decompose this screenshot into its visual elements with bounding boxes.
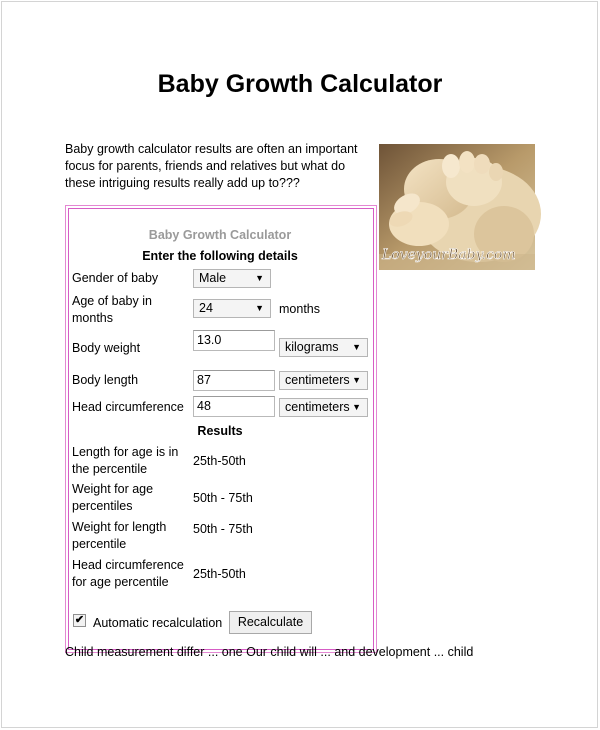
head-unit-value: centimeters [285, 400, 350, 414]
result-value: 50th - 75th [193, 522, 253, 536]
result-label: Weight for length percentile [72, 520, 167, 551]
length-unit-value: centimeters [285, 373, 350, 387]
length-label: Body length [72, 373, 139, 387]
weight-unit-select[interactable] [279, 338, 368, 357]
calculator-title: Baby Growth Calculator [148, 228, 292, 242]
baby-feet-image [379, 144, 535, 270]
triangle-down-icon: ▼ [352, 402, 361, 412]
triangle-down-icon: ▼ [352, 342, 361, 352]
result-label: Head circumference for age percentile [72, 558, 184, 589]
result-label: Length for age is in the percentile [72, 445, 179, 476]
details-heading: Enter the following details [142, 249, 298, 263]
triangle-down-icon: ▼ [352, 375, 361, 385]
gender-select[interactable] [193, 269, 271, 288]
intro-paragraph: Baby growth calculator results are often an important focus for parents, friends and relatives but what do these intriguing results really add up to??? [65, 142, 358, 190]
triangle-down-icon: ▼ [255, 303, 264, 313]
weight-input[interactable]: 13.0 [193, 330, 275, 351]
head-unit-select[interactable] [279, 398, 368, 417]
gender-label: Gender of baby [72, 271, 159, 285]
auto-recalc-checkbox[interactable]: ✔ [74, 614, 85, 626]
age-select[interactable] [193, 299, 271, 318]
triangle-down-icon: ▼ [255, 273, 264, 283]
baby-feet-photo [379, 144, 535, 270]
recalculate-button[interactable]: Recalculate [229, 611, 312, 634]
result-label: Weight for age percentiles [72, 482, 154, 513]
weight-unit-value: kilograms [285, 340, 339, 354]
age-label: Age of baby in months [72, 294, 152, 325]
length-unit-select[interactable] [279, 371, 368, 390]
photo-watermark: LoveyourBaby.com [382, 247, 516, 263]
cut-off-text: Child measurement differ ... one Our child will ... and development ... child [65, 645, 474, 659]
cut-off-text-line [65, 645, 525, 660]
age-select-value: 24 [199, 301, 213, 315]
results-heading: Results [197, 424, 243, 438]
result-value: 25th-50th [193, 454, 246, 468]
head-label: Head circumference [72, 400, 184, 414]
gender-select-value: Male [199, 271, 227, 285]
head-input[interactable]: 48 [193, 396, 275, 417]
length-input[interactable]: 87 [193, 370, 275, 391]
page-title: Baby Growth Calculator [157, 70, 443, 98]
auto-recalc-label: Automatic recalculation [93, 616, 223, 630]
result-value: 25th-50th [193, 567, 246, 581]
age-unit: months [279, 302, 320, 316]
result-value: 50th - 75th [193, 491, 253, 505]
weight-label: Body weight [72, 341, 141, 355]
